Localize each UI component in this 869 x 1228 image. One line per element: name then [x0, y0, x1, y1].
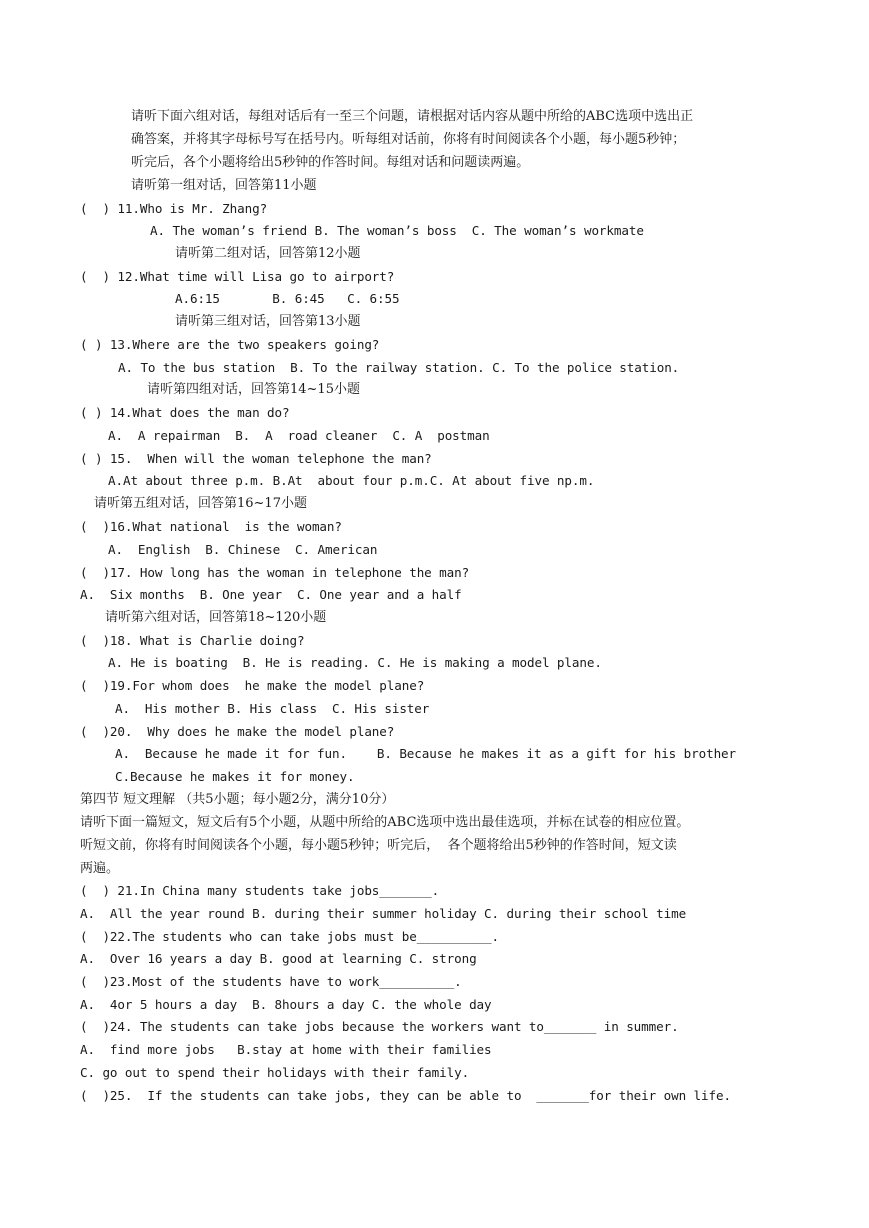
question-24: ( )24. The students can take jobs because the workers want to_______ in summer.	[80, 1019, 679, 1034]
question-21: ( ) 21.In China many students take jobs_______.	[80, 883, 440, 898]
question-23-options: A. 4or 5 hours a day B. 8hours a day C. the whole day	[80, 997, 492, 1012]
group-3-heading: 请听第三组对话，回答第13小题	[175, 314, 361, 329]
question-21-options: A. All the year round B. during their summer holiday C. during their school time	[80, 906, 687, 921]
question-19-options: A. His mother B. His class C. His sister	[115, 701, 430, 716]
question-23: ( )23.Most of the students have to work__________.	[80, 974, 462, 989]
group-2-heading: 请听第二组对话，回答第12小题	[175, 246, 361, 261]
question-20: ( )20. Why does he make the model plane?	[80, 724, 395, 739]
question-20-options-ab: A. Because he made it for fun. B. Because he makes it as a gift for his brother	[115, 746, 737, 761]
instruction-line-3: 听完后，各个小题将给出5秒钟的作答时间。每组对话和问题读两遍。	[131, 155, 530, 170]
group-4-heading: 请听第四组对话，回答第14~15小题	[147, 382, 360, 397]
question-17: ( )17. How long has the woman in telephone the man?	[80, 565, 470, 580]
section-4-title: 第四节 短文理解 （共5小题；每小题2分，满分10分）	[80, 792, 395, 807]
instruction-line-1: 请听下面六组对话，每组对话后有一至三个问题，请根据对话内容从题中所给的ABC选项中选出正	[131, 109, 694, 124]
section-4-instruction-2: 听短文前，你将有时间阅读各个小题，每小题5秒钟；听完后， 各个题将给出5秒钟的作答时间，短文读	[80, 838, 677, 853]
question-15: ( ) 15. When will the woman telephone the man?	[80, 451, 432, 466]
question-14: ( ) 14.What does the man do?	[80, 405, 290, 420]
question-18: ( )18. What is Charlie doing?	[80, 633, 305, 648]
question-19: ( )19.For whom does he make the model plane?	[80, 678, 425, 693]
question-12-options: A.6:15 B. 6:45 C. 6:55	[175, 291, 400, 306]
question-11-options: A. The woman’s friend B. The woman’s boss C. The woman’s workmate	[150, 223, 644, 238]
instruction-line-2: 确答案，并将其字母标号写在括号内。听每组对话前，你将有时间阅读各个小题，每小题5秒钟；	[131, 132, 686, 147]
question-11: ( ) 11.Who is Mr. Zhang?	[80, 201, 268, 216]
section-4-instruction-3: 两遍。	[80, 861, 120, 876]
question-15-options: A.At about three p.m. B.At about four p.m.C. At about five np.m.	[108, 473, 595, 488]
question-22: ( )22.The students who can take jobs must be__________.	[80, 929, 499, 944]
group-6-heading: 请听第六组对话，回答第18~120小题	[105, 610, 327, 625]
question-25: ( )25. If the students can take jobs, they can be able to _______for their own life.	[80, 1088, 731, 1103]
question-24-options-ab: A. find more jobs B.stay at home with their families	[80, 1042, 492, 1057]
question-22-options: A. Over 16 years a day B. good at learning C. strong	[80, 951, 477, 966]
question-12: ( ) 12.What time will Lisa go to airport?	[80, 269, 395, 284]
group-5-heading: 请听第五组对话，回答第16~17小题	[94, 496, 307, 511]
group-1-heading: 请听第一组对话，回答第11小题	[131, 178, 317, 193]
question-14-options: A. A repairman B. A road cleaner C. A postman	[108, 428, 490, 443]
question-16: ( )16.What national is the woman?	[80, 519, 342, 534]
section-4-instruction-1: 请听下面一篇短文，短文后有5个小题，从题中所给的ABC选项中选出最佳选项，并标在试卷的相应位置。	[80, 815, 690, 830]
question-24-option-c: C. go out to spend their holidays with their family.	[80, 1065, 470, 1080]
question-18-options: A. He is boating B. He is reading. C. He is making a model plane.	[108, 655, 602, 670]
question-13: ( ) 13.Where are the two speakers going?	[80, 337, 380, 352]
question-16-options: A. English B. Chinese C. American	[108, 542, 378, 557]
question-20-option-c: C.Because he makes it for money.	[115, 769, 355, 784]
question-13-options: A. To the bus station B. To the railway station. C. To the police station.	[118, 360, 680, 375]
question-17-options: A. Six months B. One year C. One year and a half	[80, 587, 462, 602]
